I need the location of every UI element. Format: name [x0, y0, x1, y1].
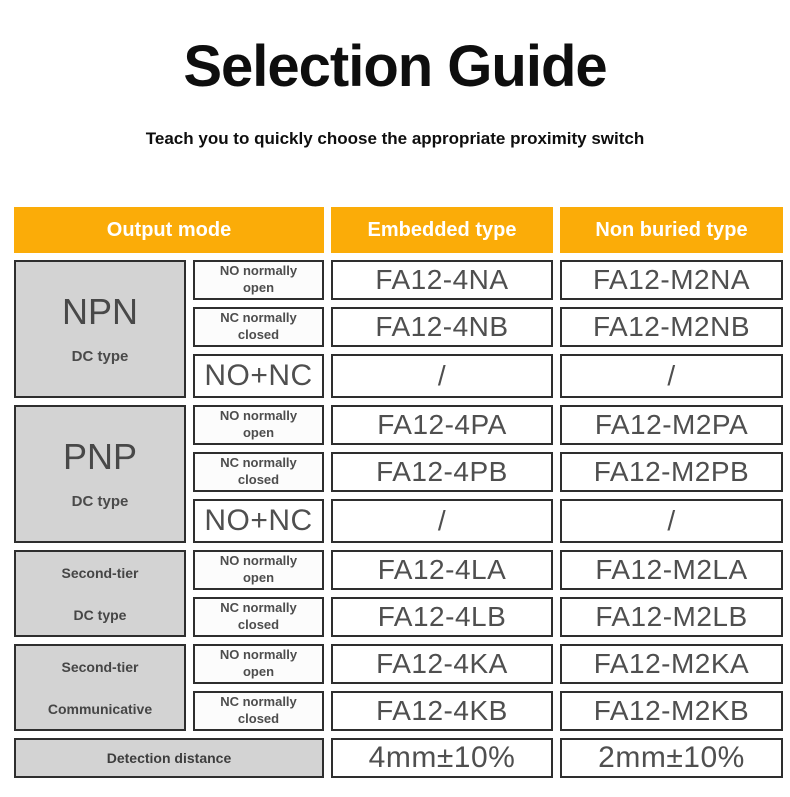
group-name: NPN [61, 290, 138, 332]
model-cell: FA12-4NA [331, 260, 553, 300]
header-non-buried-type: Non buried type [560, 207, 783, 253]
model-cell: FA12-4PB [331, 452, 553, 492]
group-name: PNP [62, 435, 138, 477]
detection-distance-non-buried: 2mm±10% [560, 738, 783, 778]
model-cell: FA12-M2NA [560, 260, 783, 300]
group-cell-npn [14, 260, 186, 398]
group-cell-second-tier-communicative [14, 644, 186, 731]
mode-cell: NO normally open [193, 260, 324, 300]
model-cell: FA12-4LB [331, 597, 553, 637]
page-title: Selection Guide [183, 34, 607, 99]
model-cell: FA12-4KA [331, 644, 553, 684]
mode-cell: NO normally open [193, 405, 324, 445]
mode-cell: NO normally open [193, 644, 324, 684]
selection-table [14, 207, 783, 778]
mode-cell: NC normally closed [193, 307, 324, 347]
model-cell: / [560, 499, 783, 543]
model-cell: / [331, 354, 553, 398]
group-name: Second-tier [61, 658, 139, 675]
group-subtitle: DC type [71, 347, 129, 365]
model-cell: FA12-M2PA [560, 405, 783, 445]
mode-cell: NC normally closed [193, 597, 324, 637]
mode-cell: NC normally closed [193, 691, 324, 731]
model-cell: FA12-M2LA [560, 550, 783, 590]
group-cell-second-tier-dc [14, 550, 186, 637]
group-subtitle: DC type [73, 606, 127, 623]
header-output-mode: Output mode [14, 207, 324, 253]
model-cell: FA12-4LA [331, 550, 553, 590]
group-name: Second-tier [61, 564, 139, 581]
model-cell: FA12-M2KA [560, 644, 783, 684]
mode-cell: NC normally closed [193, 452, 324, 492]
model-cell: FA12-M2LB [560, 597, 783, 637]
mode-cell: NO+NC [193, 354, 324, 398]
detection-distance-label: Detection distance [14, 738, 324, 778]
model-cell: FA12-4KB [331, 691, 553, 731]
page-subtitle: Teach you to quickly choose the appropriate proximity switch [145, 128, 645, 148]
group-subtitle: DC type [71, 492, 129, 510]
mode-cell: NO+NC [193, 499, 324, 543]
header-embedded-type: Embedded type [331, 207, 553, 253]
model-cell: / [560, 354, 783, 398]
group-cell-pnp [14, 405, 186, 543]
group-subtitle: Communicative [47, 700, 153, 717]
model-cell: FA12-M2NB [560, 307, 783, 347]
model-cell: FA12-M2PB [560, 452, 783, 492]
model-cell: FA12-M2KB [560, 691, 783, 731]
mode-cell: NO normally open [193, 550, 324, 590]
model-cell: FA12-4NB [331, 307, 553, 347]
detection-distance-embedded: 4mm±10% [331, 738, 553, 778]
model-cell: FA12-4PA [331, 405, 553, 445]
model-cell: / [331, 499, 553, 543]
